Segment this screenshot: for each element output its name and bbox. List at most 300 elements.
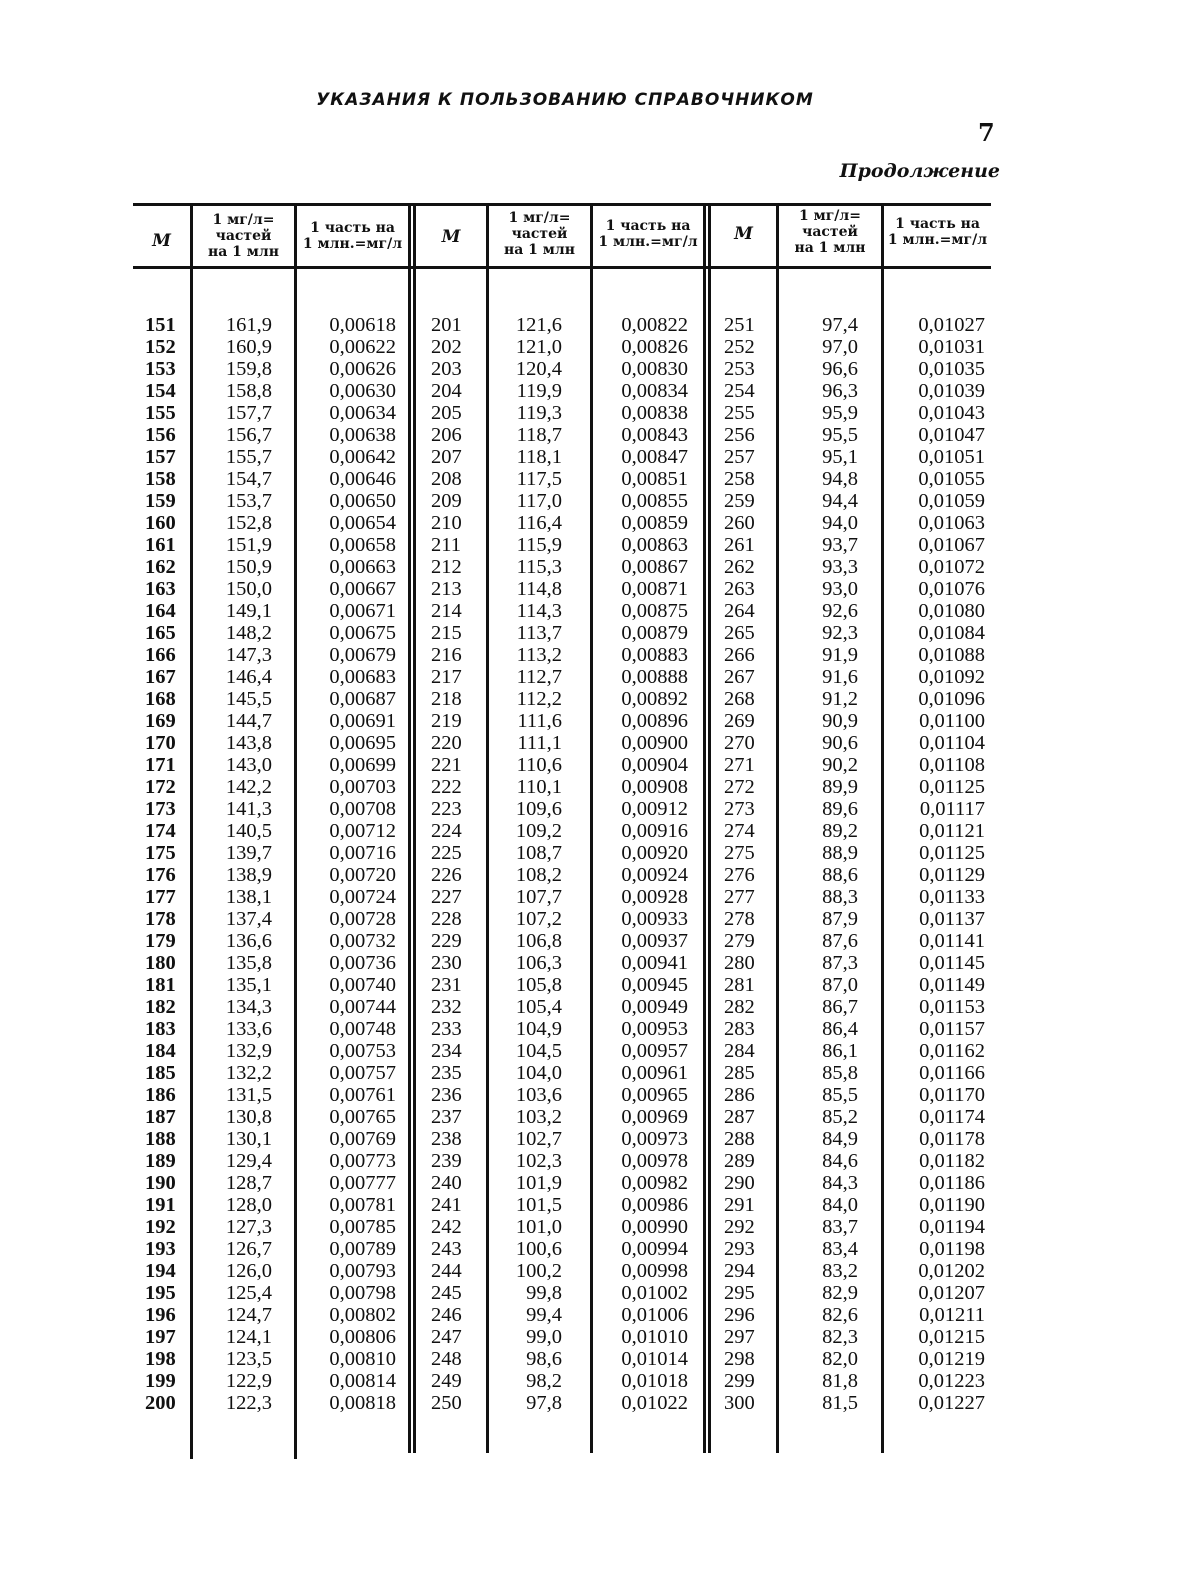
column-divider — [703, 203, 706, 1453]
table-cell: 126,7 — [225, 1238, 272, 1260]
table-cell: 121,0 — [515, 336, 562, 358]
table-cell: 282 — [724, 996, 755, 1018]
header-m: М — [152, 231, 171, 251]
table-cell: 0,00867 — [621, 556, 688, 578]
table-cell: 109,2 — [515, 820, 562, 842]
table-cell: 0,00879 — [621, 622, 688, 644]
header-bottom-rule — [133, 266, 991, 269]
table-cell: 117,5 — [516, 468, 562, 490]
table-cell: 0,00883 — [621, 644, 688, 666]
table-cell: 94,4 — [822, 490, 858, 512]
table-cell: 129,4 — [225, 1150, 272, 1172]
table-cell: 156,7 — [225, 424, 272, 446]
table-cell: 0,00810 — [329, 1348, 396, 1370]
table-cell: 174 — [145, 820, 176, 842]
table-cell: 130,8 — [225, 1106, 272, 1128]
table-cell: 86,1 — [822, 1040, 858, 1062]
table-cell: 0,01027 — [918, 314, 985, 336]
table-cell: 0,00900 — [621, 732, 688, 754]
table-cell: 232 — [431, 996, 462, 1018]
table-cell: 0,00761 — [329, 1084, 396, 1106]
table-cell: 159 — [145, 490, 176, 512]
header-part-per-million — [884, 216, 991, 248]
table-cell: 154,7 — [225, 468, 272, 490]
table-cell: 105,8 — [515, 974, 562, 996]
table-cell: 0,00949 — [621, 996, 688, 1018]
table-cell: 146,4 — [225, 666, 272, 688]
table-cell: 0,00642 — [329, 446, 396, 468]
table-cell: 0,01194 — [919, 1216, 985, 1238]
table-cell: 102,7 — [515, 1128, 562, 1150]
table-cell: 87,6 — [822, 930, 858, 952]
table-cell: 0,00654 — [329, 512, 396, 534]
table-cell: 87,9 — [822, 908, 858, 930]
table-cell: 88,3 — [822, 886, 858, 908]
header-line: на 1 млн — [794, 240, 866, 256]
header-mg-per-l — [489, 210, 590, 258]
header-line: 1 мг/л= — [212, 212, 275, 228]
table-cell: 161 — [145, 534, 176, 556]
table-cell: 95,1 — [822, 446, 858, 468]
table-cell: 0,00945 — [621, 974, 688, 996]
table-cell: 291 — [724, 1194, 755, 1216]
table-cell: 0,01178 — [919, 1128, 985, 1150]
table-cell: 152 — [145, 336, 176, 358]
table-cell: 0,00675 — [329, 622, 396, 644]
table-cell: 0,01145 — [919, 952, 985, 974]
table-cell: 113,2 — [516, 644, 562, 666]
table-cell: 0,01067 — [918, 534, 985, 556]
table-cell: 82,9 — [822, 1282, 858, 1304]
table-cell: 175 — [145, 842, 176, 864]
table-cell: 90,2 — [822, 754, 858, 776]
table-cell: 190 — [145, 1172, 176, 1194]
table-cell: 0,01174 — [919, 1106, 985, 1128]
table-cell: 172 — [145, 776, 176, 798]
table-cell: 210 — [431, 512, 462, 534]
table-cell: 192 — [145, 1216, 176, 1238]
table-cell: 0,00773 — [329, 1150, 396, 1172]
table-cell: 128,7 — [225, 1172, 272, 1194]
column-divider — [708, 203, 711, 1453]
table-cell: 127,3 — [225, 1216, 272, 1238]
table-cell: 83,2 — [822, 1260, 858, 1282]
table-cell: 204 — [431, 380, 462, 402]
table-cell: 0,01202 — [918, 1260, 985, 1282]
table-cell: 82,3 — [822, 1326, 858, 1348]
table-cell: 0,00798 — [329, 1282, 396, 1304]
table-cell: 248 — [431, 1348, 462, 1370]
table-cell: 91,9 — [822, 644, 858, 666]
table-cell: 81,8 — [822, 1370, 858, 1392]
table-cell: 0,00969 — [621, 1106, 688, 1128]
table-cell: 270 — [724, 732, 755, 754]
table-cell: 0,01137 — [919, 908, 985, 930]
table-cell: 0,00965 — [621, 1084, 688, 1106]
table-cell: 89,6 — [822, 798, 858, 820]
table-cell: 259 — [724, 490, 755, 512]
table-cell: 84,6 — [822, 1150, 858, 1172]
table-cell: 231 — [431, 974, 462, 996]
table-cell: 207 — [431, 446, 462, 468]
table-cell: 196 — [145, 1304, 176, 1326]
table-cell: 0,00753 — [329, 1040, 396, 1062]
header-m: М — [441, 227, 461, 247]
table-cell: 0,01039 — [918, 380, 985, 402]
table-cell: 0,00703 — [329, 776, 396, 798]
table-cell: 154 — [145, 380, 176, 402]
table-cell: 99,4 — [526, 1304, 562, 1326]
table-cell: 114,3 — [516, 600, 562, 622]
table-cell: 0,01002 — [621, 1282, 688, 1304]
column-mg-201-250 — [492, 314, 562, 1414]
header-part-per-million — [593, 218, 703, 250]
table-cell: 197 — [145, 1326, 176, 1348]
table-cell: 0,01166 — [919, 1062, 985, 1084]
column-mg-151-200 — [196, 314, 272, 1414]
table-cell: 128,0 — [225, 1194, 272, 1216]
table-cell: 106,8 — [515, 930, 562, 952]
table-cell: 212 — [431, 556, 462, 578]
table-cell: 126,0 — [225, 1260, 272, 1282]
table-cell: 275 — [724, 842, 755, 864]
table-cell: 165 — [145, 622, 176, 644]
table-cell: 82,6 — [822, 1304, 858, 1326]
table-cell: 0,01043 — [918, 402, 985, 424]
table-cell: 0,00875 — [621, 600, 688, 622]
table-cell: 0,01121 — [919, 820, 985, 842]
table-cell: 0,00986 — [621, 1194, 688, 1216]
table-cell: 203 — [431, 358, 462, 380]
table-cell: 183 — [145, 1018, 176, 1040]
table-cell: 0,00777 — [329, 1172, 396, 1194]
table-cell: 0,01227 — [918, 1392, 985, 1414]
table-cell: 155,7 — [225, 446, 272, 468]
column-part-251-300 — [886, 314, 985, 1414]
table-cell: 0,01096 — [918, 688, 985, 710]
table-cell: 118,7 — [516, 424, 562, 446]
table-cell: 280 — [724, 952, 755, 974]
header-line: на 1 млн — [503, 242, 576, 258]
table-cell: 0,00695 — [329, 732, 396, 754]
table-cell: 96,3 — [822, 380, 858, 402]
table-cell: 250 — [431, 1392, 462, 1414]
table-cell: 0,00687 — [329, 688, 396, 710]
table-cell: 0,01051 — [918, 446, 985, 468]
table-cell: 226 — [431, 864, 462, 886]
table-cell: 0,01219 — [918, 1348, 985, 1370]
table-cell: 109,6 — [515, 798, 562, 820]
table-cell: 286 — [724, 1084, 755, 1106]
header-line: частей — [215, 228, 272, 244]
table-cell: 143,0 — [225, 754, 272, 776]
table-cell: 114,8 — [516, 578, 562, 600]
table-cell: 0,00736 — [329, 952, 396, 974]
table-cell: 166 — [145, 644, 176, 666]
table-cell: 251 — [724, 314, 755, 336]
column-divider — [408, 203, 411, 1453]
table-cell: 0,00847 — [621, 446, 688, 468]
table-cell: 123,5 — [225, 1348, 272, 1370]
table-cell: 85,2 — [822, 1106, 858, 1128]
table-cell: 224 — [431, 820, 462, 842]
table-cell: 130,1 — [225, 1128, 272, 1150]
table-cell: 147,3 — [225, 644, 272, 666]
table-cell: 0,01153 — [919, 996, 985, 1018]
table-cell: 0,00683 — [329, 666, 396, 688]
header-line: на 1 млн — [207, 244, 280, 260]
table-cell: 0,00630 — [329, 380, 396, 402]
table-cell: 113,7 — [516, 622, 562, 644]
table-cell: 247 — [431, 1326, 462, 1348]
table-cell: 150,0 — [225, 578, 272, 600]
table-cell: 0,01186 — [919, 1172, 985, 1194]
table-cell: 0,01182 — [919, 1150, 985, 1172]
table-cell: 0,00728 — [329, 908, 396, 930]
table-cell: 229 — [431, 930, 462, 952]
table-cell: 0,00622 — [329, 336, 396, 358]
table-cell: 283 — [724, 1018, 755, 1040]
table-cell: 0,00937 — [621, 930, 688, 952]
table-cell: 181 — [145, 974, 176, 996]
table-cell: 91,6 — [822, 666, 858, 688]
table-cell: 0,00928 — [621, 886, 688, 908]
table-cell: 93,0 — [822, 578, 858, 600]
table-cell: 0,00781 — [329, 1194, 396, 1216]
table-cell: 157,7 — [225, 402, 272, 424]
header-line: 1 часть на — [895, 216, 980, 232]
table-cell: 0,00634 — [329, 402, 396, 424]
table-cell: 287 — [724, 1106, 755, 1128]
table-cell: 0,00990 — [621, 1216, 688, 1238]
table-cell: 300 — [724, 1392, 755, 1414]
table-cell: 253 — [724, 358, 755, 380]
table-cell: 124,7 — [225, 1304, 272, 1326]
table-cell: 0,00888 — [621, 666, 688, 688]
table-cell: 0,01157 — [919, 1018, 985, 1040]
header-line: 1 мг/л= — [508, 210, 571, 226]
table-cell: 293 — [724, 1238, 755, 1260]
table-cell: 84,3 — [822, 1172, 858, 1194]
table-cell: 0,00720 — [329, 864, 396, 886]
table-cell: 160 — [145, 512, 176, 534]
table-cell: 194 — [145, 1260, 176, 1282]
table-cell: 88,6 — [822, 864, 858, 886]
table-cell: 244 — [431, 1260, 462, 1282]
table-cell: 104,9 — [515, 1018, 562, 1040]
table-cell: 0,00822 — [621, 314, 688, 336]
table-cell: 0,01207 — [918, 1282, 985, 1304]
table-cell: 133,6 — [225, 1018, 272, 1040]
table-cell: 228 — [431, 908, 462, 930]
table-cell: 0,01190 — [919, 1194, 985, 1216]
table-cell: 0,00814 — [329, 1370, 396, 1392]
table-cell: 221 — [431, 754, 462, 776]
column-m-251-300 — [724, 314, 755, 1414]
table-cell: 0,01088 — [918, 644, 985, 666]
table-cell: 0,00933 — [621, 908, 688, 930]
table-cell: 235 — [431, 1062, 462, 1084]
table-cell: 0,00663 — [329, 556, 396, 578]
table-cell: 294 — [724, 1260, 755, 1282]
table-cell: 281 — [724, 974, 755, 996]
table-cell: 237 — [431, 1106, 462, 1128]
running-head: УКАЗАНИЯ К ПОЛЬЗОВАНИЮ СПРАВОЧНИКОМ — [316, 90, 814, 110]
table-cell: 110,1 — [516, 776, 562, 798]
table-cell: 263 — [724, 578, 755, 600]
table-cell: 107,2 — [515, 908, 562, 930]
table-cell: 0,00892 — [621, 688, 688, 710]
table-cell: 94,0 — [822, 512, 858, 534]
header-line: 1 млн.=мг/л — [887, 232, 988, 248]
table-cell: 85,8 — [822, 1062, 858, 1084]
table-cell: 97,4 — [822, 314, 858, 336]
table-cell: 220 — [431, 732, 462, 754]
table-cell: 202 — [431, 336, 462, 358]
table-cell: 0,00924 — [621, 864, 688, 886]
table-cell: 104,0 — [515, 1062, 562, 1084]
table-cell: 119,3 — [516, 402, 562, 424]
table-cell: 105,4 — [515, 996, 562, 1018]
table-cell: 97,8 — [526, 1392, 562, 1414]
table-cell: 269 — [724, 710, 755, 732]
continued-label: Продолжение — [839, 160, 1000, 182]
table-cell: 186 — [145, 1084, 176, 1106]
table-cell: 219 — [431, 710, 462, 732]
table-cell: 0,00973 — [621, 1128, 688, 1150]
table-cell: 0,00806 — [329, 1326, 396, 1348]
table-cell: 93,7 — [822, 534, 858, 556]
table-cell: 268 — [724, 688, 755, 710]
table-cell: 255 — [724, 402, 755, 424]
table-cell: 0,00691 — [329, 710, 396, 732]
table-cell: 216 — [431, 644, 462, 666]
column-divider — [294, 203, 297, 1459]
table-cell: 0,01072 — [918, 556, 985, 578]
table-cell: 168 — [145, 688, 176, 710]
table-cell: 108,7 — [515, 842, 562, 864]
table-cell: 156 — [145, 424, 176, 446]
table-cell: 195 — [145, 1282, 176, 1304]
table-cell: 120,4 — [515, 358, 562, 380]
table-cell: 91,2 — [822, 688, 858, 710]
table-cell: 299 — [724, 1370, 755, 1392]
table-cell: 233 — [431, 1018, 462, 1040]
table-cell: 217 — [431, 666, 462, 688]
table-cell: 0,00785 — [329, 1216, 396, 1238]
table-cell: 288 — [724, 1128, 755, 1150]
table-cell: 101,0 — [515, 1216, 562, 1238]
table-cell: 179 — [145, 930, 176, 952]
table-cell: 0,00953 — [621, 1018, 688, 1040]
table-cell: 95,5 — [822, 424, 858, 446]
table-cell: 0,01104 — [919, 732, 985, 754]
table-cell: 297 — [724, 1326, 755, 1348]
table-top-rule — [133, 203, 991, 206]
header-line: 1 часть на — [310, 220, 395, 236]
table-cell: 254 — [724, 380, 755, 402]
table-cell: 107,7 — [515, 886, 562, 908]
table-cell: 0,00961 — [621, 1062, 688, 1084]
header-line: частей — [511, 226, 568, 242]
table-cell: 279 — [724, 930, 755, 952]
table-cell: 260 — [724, 512, 755, 534]
table-cell: 0,00793 — [329, 1260, 396, 1282]
table-cell: 0,00769 — [329, 1128, 396, 1150]
column-mg-251-300 — [782, 314, 858, 1414]
table-cell: 118,1 — [516, 446, 562, 468]
table-cell: 184 — [145, 1040, 176, 1062]
table-cell: 265 — [724, 622, 755, 644]
table-cell: 103,2 — [515, 1106, 562, 1128]
table-cell: 98,6 — [526, 1348, 562, 1370]
table-cell: 273 — [724, 798, 755, 820]
table-cell: 0,00757 — [329, 1062, 396, 1084]
table-cell: 86,4 — [822, 1018, 858, 1040]
table-cell: 0,00843 — [621, 424, 688, 446]
table-cell: 124,1 — [225, 1326, 272, 1348]
table-cell: 151,9 — [225, 534, 272, 556]
table-cell: 89,2 — [822, 820, 858, 842]
table-cell: 122,9 — [225, 1370, 272, 1392]
table-cell: 176 — [145, 864, 176, 886]
table-cell: 0,01010 — [621, 1326, 688, 1348]
table-cell: 0,01014 — [621, 1348, 688, 1370]
table-cell: 0,00626 — [329, 358, 396, 380]
column-part-201-250 — [596, 314, 688, 1414]
table-cell: 101,5 — [515, 1194, 562, 1216]
table-cell: 0,01162 — [919, 1040, 985, 1062]
table-cell: 0,01125 — [919, 776, 985, 798]
table-cell: 199 — [145, 1370, 176, 1392]
table-cell: 111,6 — [517, 710, 562, 732]
table-cell: 0,00650 — [329, 490, 396, 512]
table-cell: 144,7 — [225, 710, 272, 732]
table-cell: 239 — [431, 1150, 462, 1172]
table-cell: 100,6 — [515, 1238, 562, 1260]
table-cell: 0,00908 — [621, 776, 688, 798]
table-cell: 180 — [145, 952, 176, 974]
table-cell: 90,6 — [822, 732, 858, 754]
table-cell: 0,01047 — [918, 424, 985, 446]
table-cell: 0,01129 — [919, 864, 985, 886]
table-cell: 111,1 — [517, 732, 562, 754]
table-cell: 83,4 — [822, 1238, 858, 1260]
table-cell: 99,8 — [526, 1282, 562, 1304]
table-cell: 215 — [431, 622, 462, 644]
header-line: частей — [802, 224, 858, 240]
table-cell: 0,00916 — [621, 820, 688, 842]
table-cell: 82,0 — [822, 1348, 858, 1370]
table-cell: 266 — [724, 644, 755, 666]
table-cell: 0,00732 — [329, 930, 396, 952]
table-cell: 169 — [145, 710, 176, 732]
table-cell: 214 — [431, 600, 462, 622]
table-cell: 242 — [431, 1216, 462, 1238]
table-cell: 0,00748 — [329, 1018, 396, 1040]
table-cell: 0,01018 — [621, 1370, 688, 1392]
table-cell: 208 — [431, 468, 462, 490]
table-cell: 152,8 — [225, 512, 272, 534]
table-cell: 0,00699 — [329, 754, 396, 776]
table-cell: 191 — [145, 1194, 176, 1216]
table-cell: 0,00830 — [621, 358, 688, 380]
column-m-151-200 — [145, 314, 176, 1414]
column-divider — [413, 203, 416, 1453]
table-cell: 92,6 — [822, 600, 858, 622]
table-cell: 153 — [145, 358, 176, 380]
table-cell: 0,00982 — [621, 1172, 688, 1194]
